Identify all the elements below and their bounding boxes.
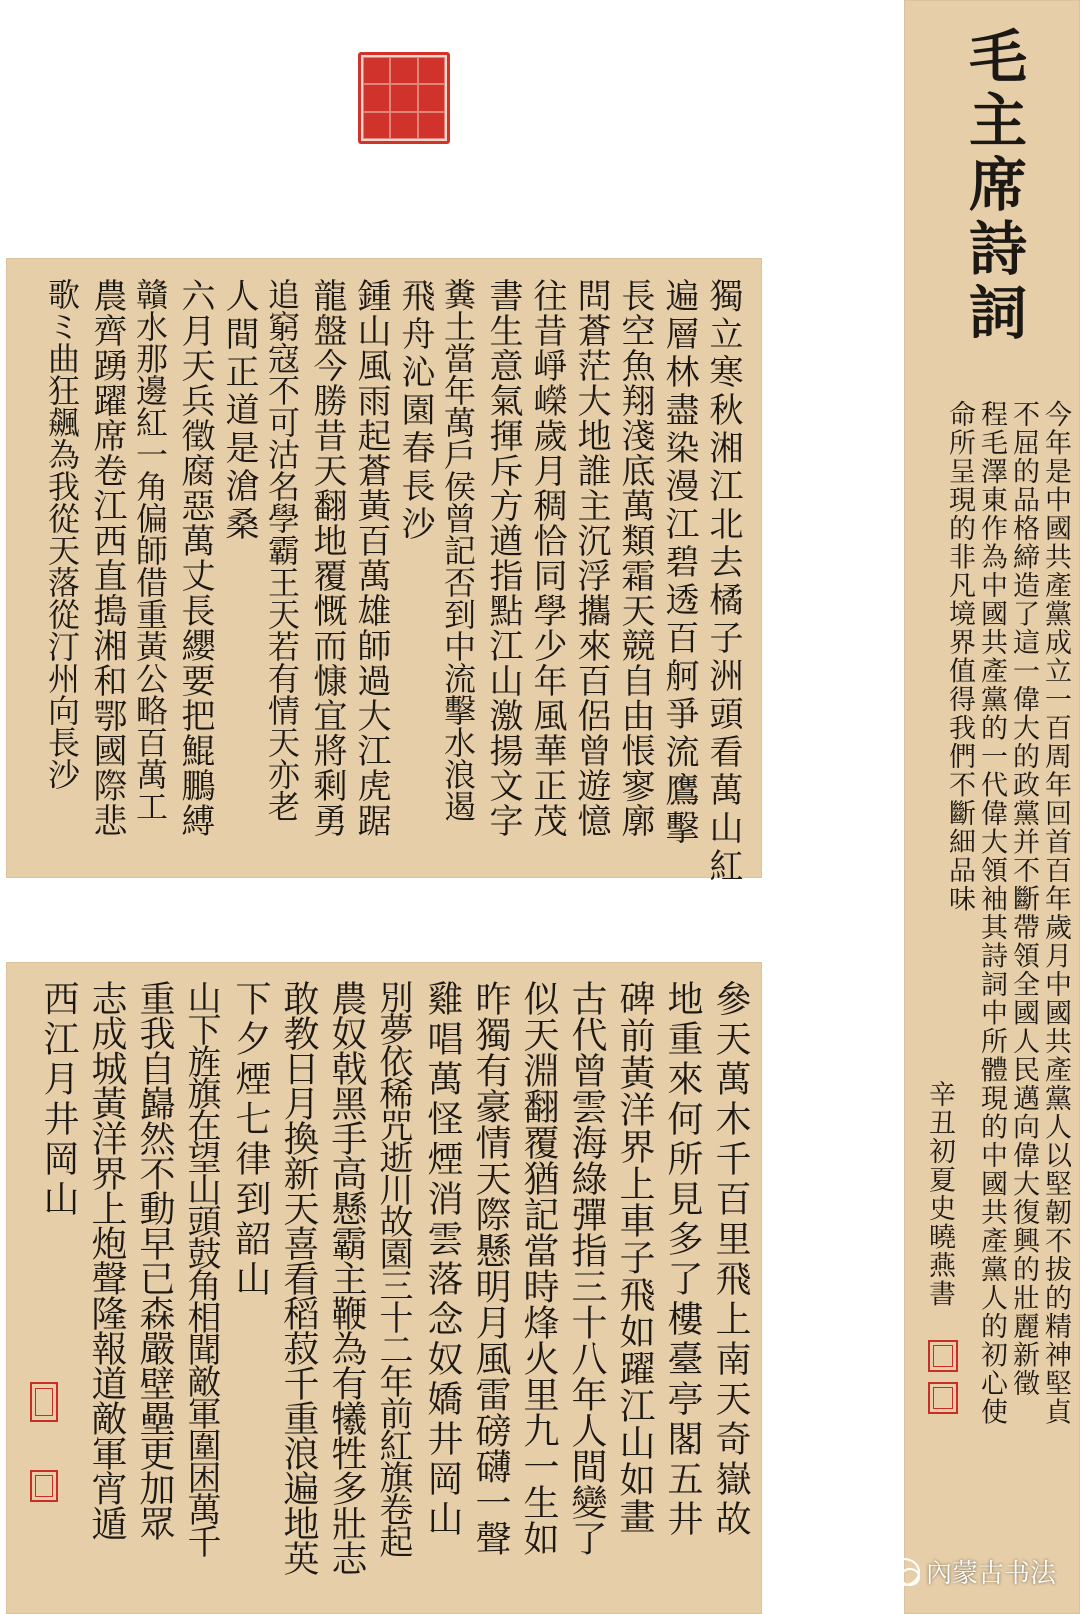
poem-col: 雞唱萬怪煙消雲落念奴嬌井岡山 <box>422 980 463 1540</box>
poem-col: 昨獨有豪情天際懸明月風雷磅礴一聲 <box>470 980 511 1556</box>
poem-col: 飛舟沁園春長沙 <box>395 278 435 544</box>
watermark <box>888 1553 1056 1590</box>
preface-col-2: 不屈的品格締造了這一偉大的政黨并不斷帶領全國人民邁向偉大復興的壯麗新徵 <box>1008 400 1039 1398</box>
panel-title: 毛主席詩詞 <box>959 26 1027 346</box>
poem-col: 贛水那邊紅一角偏師借重黃公略百萬工 <box>131 278 169 822</box>
poem-col: 似天淵翻覆猶記當時烽火里九一生如 <box>518 980 559 1556</box>
poem-col: 糞土當年萬戶侯曾記否到中流擊水浪遏 <box>439 278 477 822</box>
poem-col: 往昔崢嶸歲月稠恰同學少年風華正茂 <box>527 278 567 838</box>
poem-col: 問蒼茫大地誰主沉浮攜來百侶曾遊憶 <box>571 278 611 838</box>
poem-col: 鍾山風雨起蒼黃百萬雄師過大江虎踞 <box>351 278 391 838</box>
poem-col: 西江月井岡山 <box>38 980 79 1220</box>
poem-col: 別夢依稀咒逝川故園三十二年前紅旗卷起 <box>373 980 413 1556</box>
poem-col: 重我自巋然不動早已森嚴壁壘更加眾 <box>134 980 175 1540</box>
poem-col: 古代曾雲海綠彈指三十八年人間變了 <box>566 980 607 1556</box>
signature-seal-2 <box>928 1382 958 1414</box>
poem-col: 獨立寒秋湘江北去橘子洲頭看萬山紅 <box>703 278 743 886</box>
poem-col: 農齊踴躍席卷江西直搗湘和鄂國際悲 <box>87 278 127 838</box>
poem-col: 志成城黃洋界上炮聲隆報道敵軍宵遁 <box>86 980 127 1540</box>
watermark-text: 內蒙古书法 <box>925 1559 1056 1589</box>
poem-col: 書生意氣揮斥方遒指點江山激揚文字 <box>483 278 523 838</box>
seal-stamp-top <box>358 52 450 144</box>
poem-col: 農奴戟黑手高懸霸主鞭為有犧牲多壯志 <box>326 980 367 1575</box>
poem-col: 下夕煙七律到韶山 <box>230 980 271 1300</box>
poem-col: 參天萬木千百里飛上南天奇嶽故 <box>710 980 751 1540</box>
poem-col: 地重來何所見多了樓臺亭閣五井 <box>662 980 703 1540</box>
poem-seal-2 <box>30 1470 58 1502</box>
poem-col: 山下旌旗在望山頭鼓角相聞敵軍圍困萬千 <box>181 980 221 1556</box>
poem-seal-1 <box>30 1382 58 1422</box>
preface-col-4: 命所呈現的非凡境界值得我們不斷細品味 <box>944 400 975 913</box>
poem-col: 追窮寇不可沽名學霸王天若有情天亦老 <box>263 278 301 822</box>
preface-col-3: 程毛澤東作為中國共產黨的一代偉大領袖其詩詞中所體現的中國共產黨人的初心使 <box>976 400 1007 1426</box>
poem-col: 長空魚翔淺底萬類霜天競自由悵寥廓 <box>615 278 655 838</box>
seal-grid <box>361 55 447 141</box>
preface-col-1: 今年是中國共產黨成立一百周年回首百年歲月中國共產黨人以堅韌不拔的精神堅貞 <box>1040 400 1071 1426</box>
poem-col: 敢教日月換新天喜看稻菽千重浪遍地英 <box>278 980 319 1575</box>
poem-col: 歌ミ曲狂飆為我從天落從汀州向長沙 <box>43 278 81 790</box>
poem-col: 人間正道是滄桑 <box>219 278 259 544</box>
poem-col: 遍層林盡染漫江碧透百舸爭流鷹擊 <box>659 278 699 848</box>
poem-col: 六月天兵徵腐惡萬丈長纓要把鯤鵬縛 <box>175 278 215 838</box>
top-poem-panel <box>6 258 762 886</box>
bottom-poem-panel <box>6 962 762 1614</box>
poem-col: 碑前黃洋界上車子飛如躍江山如畫 <box>614 980 655 1535</box>
poem-col: 龍盤今勝昔天翻地覆慨而慷宜將剩勇 <box>307 278 347 838</box>
right-panel <box>904 0 1080 1614</box>
signature: 辛丑初夏史曉燕書 <box>924 1080 955 1308</box>
wechat-icon <box>888 1558 920 1586</box>
signature-seal-1 <box>928 1340 958 1372</box>
